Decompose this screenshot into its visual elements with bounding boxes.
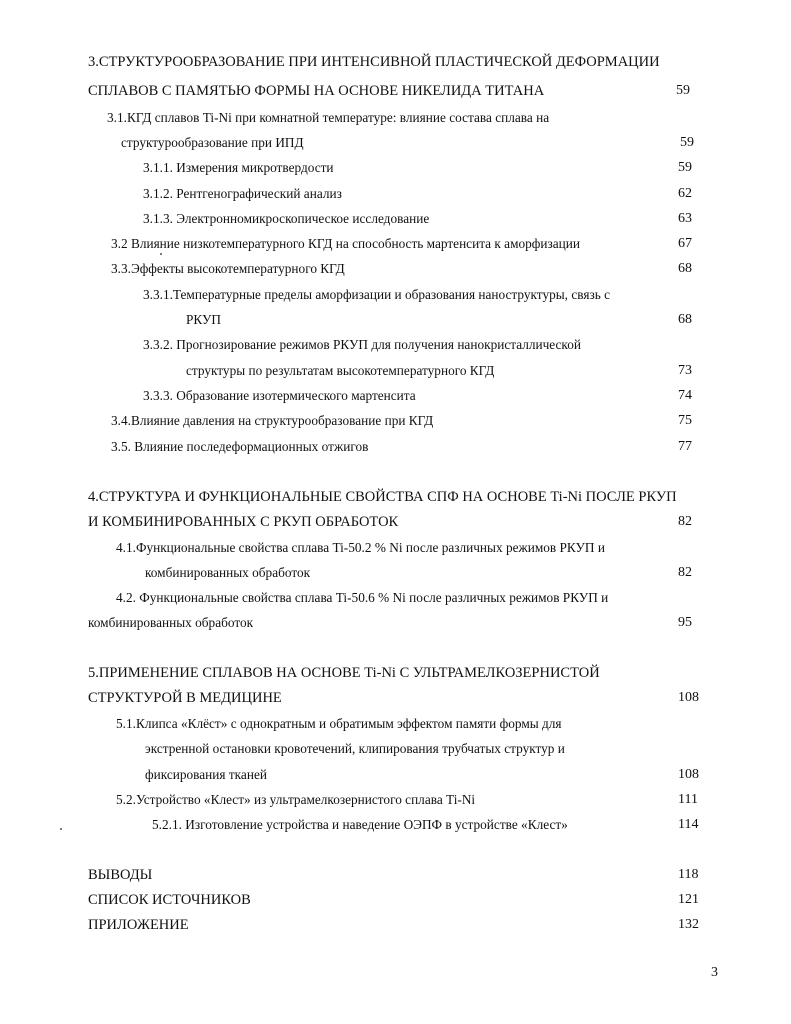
- section-3-1-page: 59: [680, 135, 694, 150]
- scan-speck: [60, 828, 62, 830]
- chapter-3-page: 59: [676, 83, 690, 98]
- page-number: 3: [711, 965, 718, 980]
- section-3-3-1-page: 68: [678, 312, 692, 327]
- section-5-1-page: 108: [678, 767, 699, 782]
- section-4-2-line-1: 4.2. Функциональные свойства сплава Ti-50.6 % Ni после различных режимов РКУП и: [116, 590, 609, 605]
- section-3-4: 3.4.Влияние давления на структурообразование при КГД: [111, 413, 434, 428]
- section-3-3-page: 68: [678, 261, 692, 276]
- section-4-1-line-2: комбинированных обработок: [145, 565, 311, 580]
- section-3-1-line-1: 3.1.КГД сплавов Ti-Ni при комнатной температуре: влияние состава сплава на: [107, 110, 550, 125]
- section-3-3: 3.3.Эффекты высокотемпературного КГД: [111, 261, 345, 276]
- conclusions-page: 118: [678, 867, 699, 882]
- section-5-2-1: 5.2.1. Изготовление устройства и наведение ОЭПФ в устройстве «Клест»: [152, 817, 568, 832]
- section-3-3-1-line-1: 3.3.1.Температурные пределы аморфизации и образования наноструктуры, связь с: [143, 287, 610, 302]
- section-5-1-line-1: 5.1.Клипса «Клёст» с однократным и обратимым эффектом памяти формы для: [116, 716, 562, 731]
- section-3-1-line-2: структурообразование при ИПД: [121, 135, 304, 150]
- chapter-4-page: 82: [678, 514, 692, 529]
- chapter-5-title-line-1: 5.ПРИМЕНЕНИЕ СПЛАВОВ НА ОСНОВЕ Ti-Ni С УЛЬТРАМЕЛКОЗЕРНИСТОЙ: [88, 665, 600, 681]
- section-3-3-2-page: 73: [678, 363, 692, 378]
- section-5-2-1-page: 114: [678, 817, 699, 832]
- appendix-page: 132: [678, 917, 699, 932]
- section-3-3-2-line-2: структуры по результатам высокотемпературного КГД: [186, 363, 495, 378]
- chapter-4-title-line-2: И КОМБИНИРОВАННЫХ С РКУП ОБРАБОТОК: [88, 514, 399, 530]
- chapter-4-title-line-1: 4.СТРУКТУРА И ФУНКЦИОНАЛЬНЫЕ СВОЙСТВА СПФ НА ОСНОВЕ Ti-Ni ПОСЛЕ РКУП: [88, 489, 677, 505]
- section-3-3-2-line-1: 3.3.2. Прогнозирование режимов РКУП для получения нанокристаллической: [143, 337, 581, 352]
- section-4-2-line-2: комбинированных обработок: [88, 615, 254, 630]
- scan-speck: [160, 253, 162, 255]
- section-3-5: 3.5. Влияние последеформационных отжигов: [111, 439, 369, 454]
- section-3-3-3-page: 74: [678, 388, 692, 403]
- section-4-1-page: 82: [678, 565, 692, 580]
- references-heading: СПИСОК ИСТОЧНИКОВ: [88, 892, 251, 908]
- section-3-1-1: 3.1.1. Измерения микротвердости: [143, 160, 334, 175]
- appendix-heading: ПРИЛОЖЕНИЕ: [88, 917, 189, 933]
- section-5-2: 5.2.Устройство «Клест» из ультрамелкозернистого сплава Ti-Ni: [116, 792, 476, 807]
- section-5-2-page: 111: [678, 792, 698, 807]
- section-3-2-page: 67: [678, 236, 692, 251]
- section-3-1-3: 3.1.3. Электронномикроскопическое исследование: [143, 211, 430, 226]
- section-3-3-3: 3.3.3. Образование изотермического мартенсита: [143, 388, 416, 403]
- section-3-4-page: 75: [678, 413, 692, 428]
- section-4-1-line-1: 4.1.Функциональные свойства сплава Ti-50.2 % Ni после различных режимов РКУП и: [116, 540, 605, 555]
- section-3-1-2: 3.1.2. Рентгенографический анализ: [143, 186, 342, 201]
- conclusions-heading: ВЫВОДЫ: [88, 867, 153, 883]
- chapter-3-title-line-2: СПЛАВОВ С ПАМЯТЬЮ ФОРМЫ НА ОСНОВЕ НИКЕЛИДА ТИТАНА: [88, 83, 545, 99]
- chapter-5-title-line-2: СТРУКТУРОЙ В МЕДИЦИНЕ: [88, 690, 282, 706]
- section-3-3-1-line-2: РКУП: [186, 312, 222, 327]
- section-3-5-page: 77: [678, 439, 692, 454]
- section-3-1-2-page: 62: [678, 186, 692, 201]
- section-4-2-page: 95: [678, 615, 692, 630]
- section-3-1-3-page: 63: [678, 211, 692, 226]
- chapter-3-title-line-1: 3.СТРУКТУРООБРАЗОВАНИЕ ПРИ ИНТЕНСИВНОЙ ПЛАСТИЧЕСКОЙ ДЕФОРМАЦИИ: [88, 54, 660, 70]
- references-page: 121: [678, 892, 699, 907]
- section-3-2: 3.2 Влияние низкотемпературного КГД на способность мартенсита к аморфизации: [111, 236, 581, 251]
- section-5-1-line-3: фиксирования тканей: [145, 767, 267, 782]
- section-3-1-1-page: 59: [678, 160, 692, 175]
- section-5-1-line-2: экстренной остановки кровотечений, клипирования трубчатых структур и: [145, 741, 565, 756]
- chapter-5-page: 108: [678, 690, 699, 705]
